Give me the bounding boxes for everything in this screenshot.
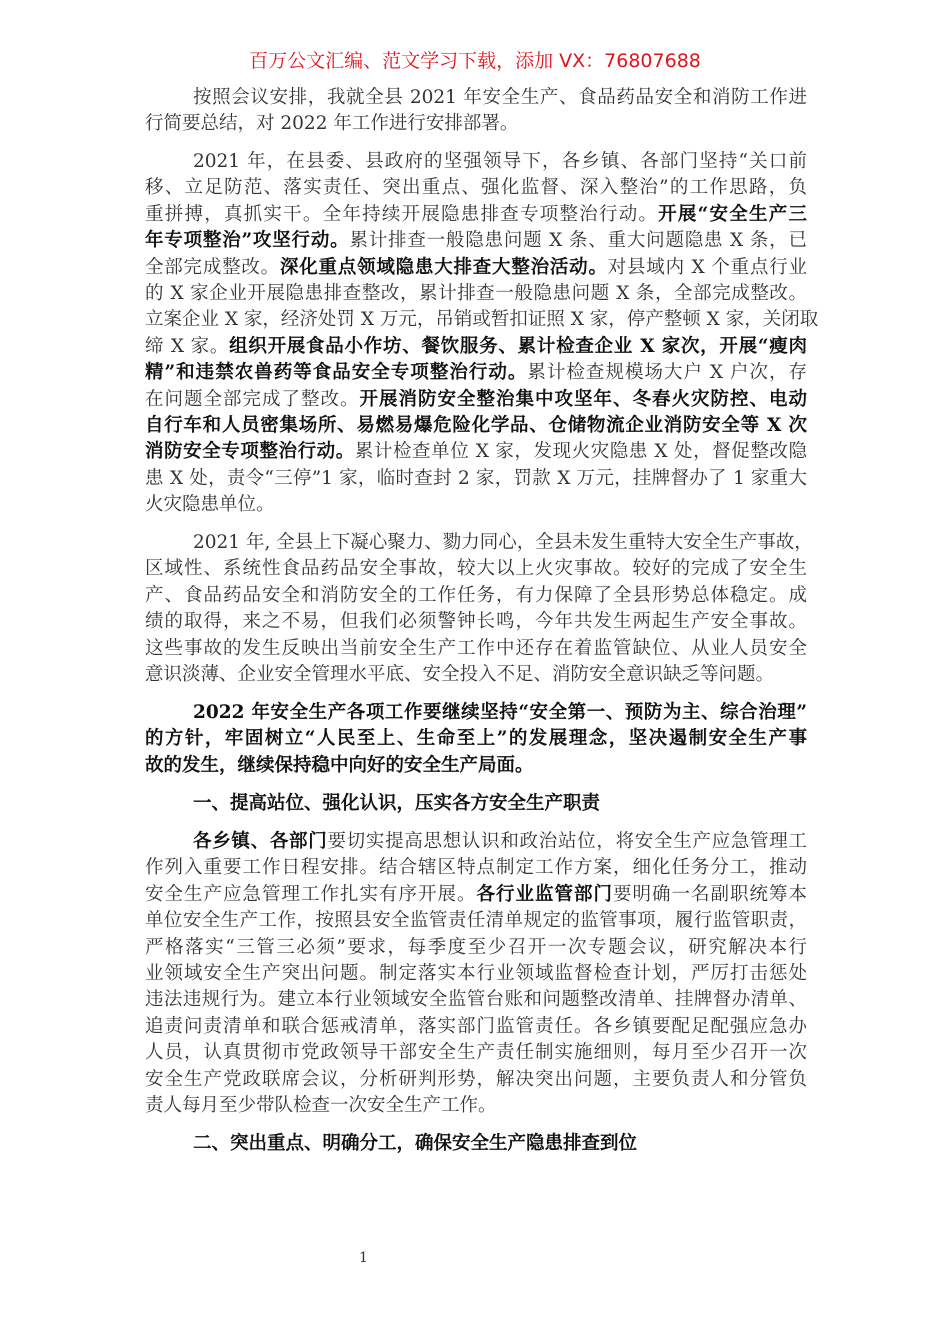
text-line: [145, 753, 807, 779]
body-text: 区域性、系统性食品药品安全事故，较大以上火灾事故。较好的完成了安全生: [145, 558, 807, 580]
text-line: [145, 987, 807, 1013]
text-line: [145, 413, 807, 439]
body-text: 2021 年，在县委、县政府的坚强领导下，各乡镇、各部门坚持“关口前: [193, 151, 807, 172]
text-line: [145, 636, 807, 662]
body-text: 单位安全生产工作，按照县安全监管责任清单规定的监管事项，履行监管职责，: [145, 910, 807, 932]
body-text: 累计检查规模场大户 X 户次，存: [527, 362, 807, 384]
text-line: [145, 908, 807, 934]
paragraph-intro: [145, 85, 807, 138]
text-line: [145, 228, 807, 254]
text-line: [145, 255, 807, 281]
body-text: 对县域内 X 个重点行业: [607, 256, 807, 278]
body-text: 重拼搏，真抓实干。全年持续开展隐患排查专项整治行动。: [145, 203, 659, 225]
bold-text: 深化重点领域隐患大排查大整治活动。: [279, 256, 608, 278]
body-text: 立案企业 X 家，经济处罚 X 万元，吊销或暂扣证照 X 家，停产整顿 X 家，关闭取: [145, 309, 819, 331]
text-line: [145, 583, 807, 609]
text-line: [145, 334, 807, 360]
body-text: 产、食品药品安全和消防安全的工作任务，有力保障了全县形势总体稳定。成: [145, 584, 807, 606]
bold-text: 开展消防安全整治集中攻坚年、冬春火灾防控、电动: [359, 388, 807, 410]
body-text: 人员，认真贯彻市党政领导干部安全生产责任制实施细则，每月至少召开一次: [145, 1042, 807, 1064]
text-line: [145, 1014, 807, 1040]
bold-text: 消防安全专项整治行动。: [145, 441, 355, 463]
text-line: [145, 935, 807, 961]
body-text: 追责问责清单和联合惩戒清单，落实部门监管责任。各乡镇要配足配强应急办: [145, 1015, 807, 1037]
text-line: [145, 360, 807, 386]
text-line: [145, 1131, 807, 1157]
body-text: 违法违规行为。建立本行业领域安全监管台账和问题整改清单、挂牌督办清单、: [145, 989, 807, 1011]
bold-text: 一、提高站位、强化认识，压实各方安全生产职责: [193, 793, 601, 814]
bold-text: 年专项整治”攻坚行动。: [145, 230, 350, 252]
body-text: 按照会议安排，我就全县 2021 年安全生产、食品药品安全和消防工作进: [193, 87, 807, 108]
text-line: [145, 726, 807, 752]
paragraph-2022-policy: [145, 700, 807, 779]
bold-text: 各乡镇、各部门: [193, 831, 328, 852]
bold-text: 故的发生，继续保持稳中向好的安全生产局面。: [145, 754, 534, 776]
body-text: 行简要总结，对 2022 年工作进行安排部署。: [145, 113, 519, 135]
body-text: 累计检查单位 X 家，发现火灾隐患 X 处，督促整改隐: [354, 441, 807, 463]
paragraph-2021-summary: [145, 530, 813, 688]
body-text: 要明确一名副职统筹本: [612, 883, 807, 905]
text-line: [145, 466, 807, 492]
bold-text: 精”和违禁农兽药等食品安全专项整治行动。: [145, 362, 528, 384]
body-text: 累计排查一般隐患问题 X 条、重大问题隐患 X 条，已: [349, 230, 807, 252]
section-heading-2: [145, 1131, 807, 1157]
body-text: 的 X 家企业开展隐患排查整改，累计排查一般隐患问题 X 条，全部完成整改。: [145, 282, 807, 304]
text-line: [145, 439, 807, 465]
text-line: [145, 307, 819, 333]
text-line: [145, 202, 807, 228]
text-line: [145, 791, 807, 817]
watermark-banner: 百万公文汇编、范文学习下载，添加 VX：76807688: [249, 50, 701, 72]
bold-text: 组织开展食品小作坊、餐饮服务、累计检查企业 X 家次，开展“瘦肉: [229, 335, 807, 357]
body-text: 这些事故的发生反映出当前安全生产工作中还存在着监管缺位、从业人员安全: [145, 637, 807, 659]
text-line: [145, 1040, 807, 1066]
text-line: [145, 662, 807, 688]
body-text: 移、立足防范、落实责任、突出重点、强化监督、深入整治”的工作思路，负: [145, 177, 807, 199]
body-text: 安全生产应急管理工作扎实有序开展。: [145, 883, 477, 905]
text-line: [145, 111, 807, 137]
bold-text: 开展“安全生产三: [658, 203, 807, 225]
body-text: 责人每月至少带队检查一次安全生产工作。: [145, 1094, 497, 1116]
text-line: [145, 700, 807, 726]
body-text: 严格落实“三管三必须”要求，每季度至少召开一次专题会议，研究解决本行: [145, 936, 807, 958]
text-line: [145, 855, 807, 881]
page-number: 1: [359, 1250, 368, 1266]
bold-text: 自行车和人员密集场所、易燃易爆危险化学品、仓储物流企业消防安全等 X 次: [145, 414, 807, 436]
bold-text: 二、突出重点、明确分工，确保安全生产隐患排查到位: [193, 1133, 638, 1154]
body-text: 患 X 处，责令“三停”1 家，临时查封 2 家，罚款 X 万元，挂牌督办了 1 家重大: [145, 467, 807, 489]
text-line: [145, 882, 807, 908]
paragraph-section-1: [145, 829, 807, 1119]
body-text: 要切实提高思想认识和政治站位，将安全生产应急管理工: [327, 831, 807, 852]
body-text: 意识淡薄、企业安全管理水平底、安全投入不足、消防安全意识缺乏等问题。: [145, 663, 775, 685]
body-text: 火灾隐患单位。: [145, 494, 275, 516]
text-line: [145, 961, 807, 987]
section-heading-1: [145, 791, 807, 817]
body-text: 作列入重要工作日程安排。结合辖区特点制定工作方案，细化任务分工，推动: [145, 857, 807, 879]
text-line: [145, 149, 807, 175]
text-line: [145, 1093, 807, 1119]
body-text: 全部完成整改。: [145, 256, 280, 278]
bold-text: 各行业监管部门: [476, 883, 613, 905]
body-text: 安全生产党政联席会议，分析研判形势，解决突出问题，主要负责人和分管负: [145, 1068, 807, 1090]
text-line: [145, 829, 807, 855]
text-line: [145, 175, 807, 201]
body-text: 业领域安全生产突出问题。制定落实本行业领域监督检查计划，严厉打击惩处: [145, 962, 807, 984]
text-line: [145, 492, 807, 518]
text-line: [145, 1067, 807, 1093]
bold-text: 的方针，牢固树立“人民至上、生命至上”的发展理念，坚决遏制安全生产事: [145, 728, 807, 750]
paragraph-2021-review: [145, 149, 819, 518]
text-line: [145, 85, 807, 111]
text-line: [145, 556, 807, 582]
text-line: [145, 530, 813, 556]
bold-text: 2022 年安全生产各项工作要继续坚持“安全第一、预防为主、综合治理”: [193, 702, 807, 723]
text-line: [145, 281, 807, 307]
body-text: 在问题全部完成了整改。: [145, 388, 360, 410]
body-text: 2021 年, 全县上下凝心聚力、勠力同心，全县未发生重特大安全生产事故，: [193, 532, 813, 553]
text-line: [145, 609, 807, 635]
body-text: 缔 X 家。: [145, 335, 230, 357]
body-text: 绩的取得，来之不易，但我们必须警钟长鸣，今年共发生两起生产安全事故。: [145, 611, 807, 633]
text-line: [145, 387, 807, 413]
